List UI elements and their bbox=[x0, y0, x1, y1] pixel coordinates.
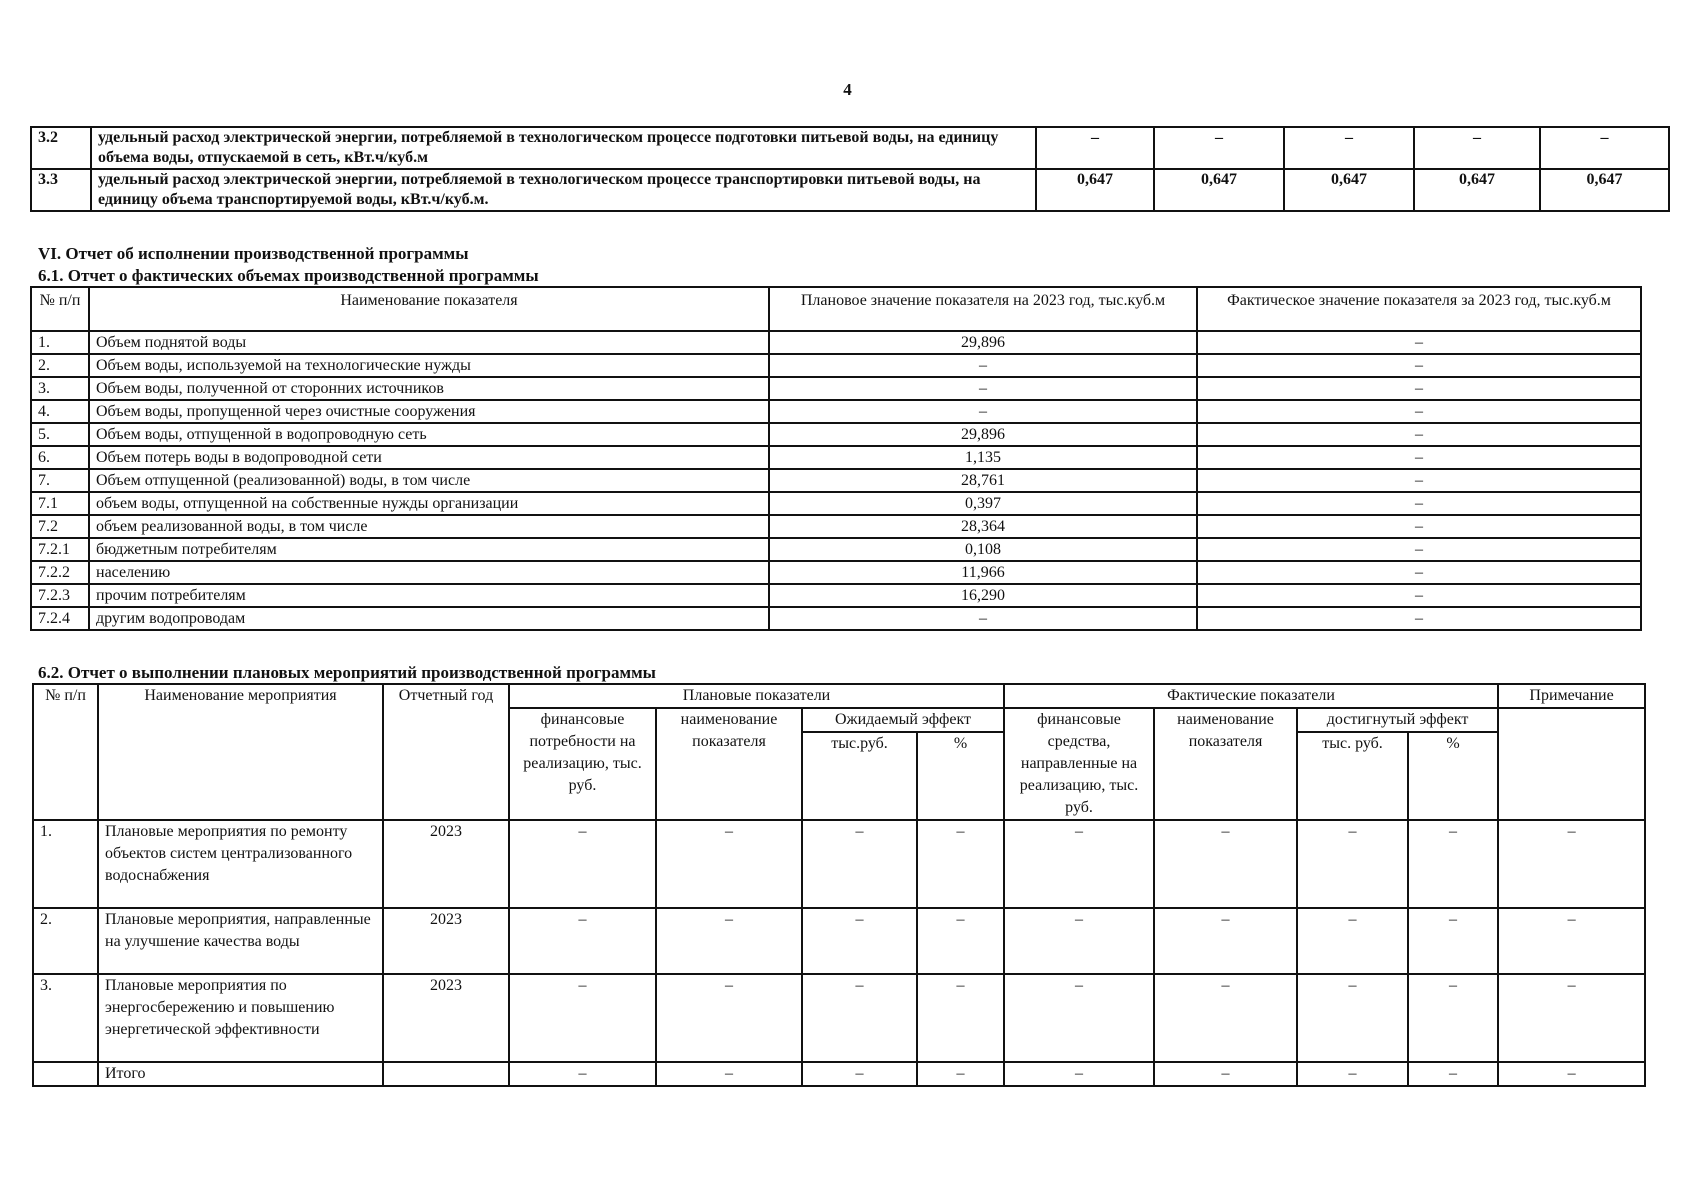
row-fact: – bbox=[1197, 446, 1641, 469]
row-name: Объем воды, полученной от сторонних источников bbox=[89, 377, 769, 400]
row-plan: 1,135 bbox=[769, 446, 1197, 469]
row-fact: – bbox=[1197, 469, 1641, 492]
table-row bbox=[31, 515, 1641, 538]
row-value: – bbox=[917, 908, 1004, 974]
row-value: 0,647 bbox=[1414, 169, 1540, 211]
row-plan: – bbox=[769, 377, 1197, 400]
page-number: 4 bbox=[843, 80, 852, 99]
row-value: – bbox=[1004, 974, 1154, 1062]
row-plan: 28,364 bbox=[769, 515, 1197, 538]
total-value: – bbox=[1154, 1062, 1297, 1086]
row-value: – bbox=[1297, 908, 1408, 974]
row-value: – bbox=[656, 908, 802, 974]
planned-measures-table bbox=[32, 683, 1646, 1087]
table-row bbox=[31, 377, 1641, 400]
row-name: прочим потребителям bbox=[89, 584, 769, 607]
row-value: – bbox=[1498, 908, 1645, 974]
row-num: 3. bbox=[31, 377, 89, 400]
row-name: Объем отпущенной (реализованной) воды, в том числе bbox=[89, 469, 769, 492]
section-6-2-title: 6.2. Отчет о выполнении плановых мероприятий производственной программы bbox=[38, 663, 656, 682]
total-value: – bbox=[656, 1062, 802, 1086]
row-fact: – bbox=[1197, 492, 1641, 515]
row-value: – bbox=[1408, 908, 1498, 974]
table-row bbox=[31, 127, 1669, 169]
total-row bbox=[33, 1062, 1645, 1086]
energy-consumption-table bbox=[30, 126, 1670, 212]
row-name: Объем поднятой воды bbox=[89, 331, 769, 354]
row-plan: 29,896 bbox=[769, 331, 1197, 354]
row-fact: – bbox=[1197, 515, 1641, 538]
total-value: – bbox=[1004, 1062, 1154, 1086]
row-name: населению bbox=[89, 561, 769, 584]
table-row bbox=[31, 469, 1641, 492]
header-fact-effect: достигнутый эффект bbox=[1297, 708, 1498, 732]
header-num: № п/п bbox=[33, 684, 98, 820]
row-num: 1. bbox=[33, 820, 98, 908]
total-year bbox=[383, 1062, 509, 1086]
row-value: – bbox=[1408, 820, 1498, 908]
row-value: – bbox=[1297, 974, 1408, 1062]
header-plan-effect-rub: тыс.руб. bbox=[802, 732, 917, 820]
row-num: 7.2.1 bbox=[31, 538, 89, 561]
total-value: – bbox=[802, 1062, 917, 1086]
row-value: – bbox=[1004, 820, 1154, 908]
row-plan: – bbox=[769, 354, 1197, 377]
table-row bbox=[31, 492, 1641, 515]
header-num: № п/п bbox=[31, 287, 89, 331]
row-num: 7.2.3 bbox=[31, 584, 89, 607]
table-row bbox=[31, 169, 1669, 211]
row-name: бюджетным потребителям bbox=[89, 538, 769, 561]
row-name: Объем воды, используемой на технологические нужды bbox=[89, 354, 769, 377]
row-name: Объем воды, отпущенной в водопроводную сеть bbox=[89, 423, 769, 446]
row-fact: – bbox=[1197, 584, 1641, 607]
header-plan-effect: Ожидаемый эффект bbox=[802, 708, 1004, 732]
table-row bbox=[31, 423, 1641, 446]
row-value: – bbox=[1540, 127, 1669, 169]
table-row bbox=[31, 331, 1641, 354]
row-num: 5. bbox=[31, 423, 89, 446]
row-num: 2. bbox=[31, 354, 89, 377]
header-fact: Фактическое значение показателя за 2023 год, тыс.куб.м bbox=[1197, 287, 1641, 331]
row-plan: – bbox=[769, 607, 1197, 630]
header-plan: Плановое значение показателя на 2023 год, тыс.куб.м bbox=[769, 287, 1197, 331]
row-year: 2023 bbox=[383, 908, 509, 974]
table-row bbox=[31, 446, 1641, 469]
row-value: 0,647 bbox=[1036, 169, 1154, 211]
row-value: – bbox=[656, 974, 802, 1062]
row-value: – bbox=[1154, 820, 1297, 908]
header-fact-effect-pct: % bbox=[1408, 732, 1498, 820]
header-plan-group: Плановые показатели bbox=[509, 684, 1004, 708]
row-name: Плановые мероприятия, направленные на улучшение качества воды bbox=[98, 908, 383, 974]
row-value: – bbox=[656, 820, 802, 908]
row-value: – bbox=[1036, 127, 1154, 169]
row-num: 1. bbox=[31, 331, 89, 354]
row-value: – bbox=[802, 820, 917, 908]
header-note-empty bbox=[1498, 708, 1645, 820]
row-num: 3. bbox=[33, 974, 98, 1062]
row-fact: – bbox=[1197, 377, 1641, 400]
row-fact: – bbox=[1197, 331, 1641, 354]
row-plan: – bbox=[769, 400, 1197, 423]
row-plan: 11,966 bbox=[769, 561, 1197, 584]
total-value: – bbox=[1498, 1062, 1645, 1086]
row-fact: – bbox=[1197, 354, 1641, 377]
row-fact: – bbox=[1197, 423, 1641, 446]
row-value: – bbox=[802, 974, 917, 1062]
total-value: – bbox=[1297, 1062, 1408, 1086]
row-fact: – bbox=[1197, 607, 1641, 630]
row-name: Объем воды, пропущенной через очистные сооружения bbox=[89, 400, 769, 423]
row-value: – bbox=[917, 974, 1004, 1062]
header-name: Наименование показателя bbox=[89, 287, 769, 331]
total-value: – bbox=[917, 1062, 1004, 1086]
row-value: – bbox=[1414, 127, 1540, 169]
row-value: – bbox=[1154, 908, 1297, 974]
row-num: 3.2 bbox=[31, 127, 91, 169]
table-row bbox=[31, 354, 1641, 377]
row-num: 7. bbox=[31, 469, 89, 492]
table-row bbox=[33, 908, 1645, 974]
row-num: 7.2.4 bbox=[31, 607, 89, 630]
row-num: 3.3 bbox=[31, 169, 91, 211]
row-num: 6. bbox=[31, 446, 89, 469]
table-row bbox=[33, 974, 1645, 1062]
row-name: объем воды, отпущенной на собственные нужды организации bbox=[89, 492, 769, 515]
row-num: 7.2 bbox=[31, 515, 89, 538]
row-value: 0,647 bbox=[1540, 169, 1669, 211]
row-name: объем реализованной воды, в том числе bbox=[89, 515, 769, 538]
row-plan: 0,397 bbox=[769, 492, 1197, 515]
row-num: 7.2.2 bbox=[31, 561, 89, 584]
row-name: Плановые мероприятия по энергосбережению и повышению энергетической эффективности bbox=[98, 974, 383, 1062]
total-label: Итого bbox=[98, 1062, 383, 1086]
row-value: – bbox=[509, 820, 656, 908]
row-fact: – bbox=[1197, 400, 1641, 423]
row-value: – bbox=[1284, 127, 1414, 169]
row-year: 2023 bbox=[383, 974, 509, 1062]
row-name: другим водопроводам bbox=[89, 607, 769, 630]
header-name: Наименование мероприятия bbox=[98, 684, 383, 820]
row-value: – bbox=[917, 820, 1004, 908]
row-value: 0,647 bbox=[1284, 169, 1414, 211]
section-6-1-title: 6.1. Отчет о фактических объемах производственной программы bbox=[38, 266, 539, 285]
total-num bbox=[33, 1062, 98, 1086]
header-fact-effect-rub: тыс. руб. bbox=[1297, 732, 1408, 820]
table-row bbox=[31, 400, 1641, 423]
total-value: – bbox=[1408, 1062, 1498, 1086]
table-row bbox=[33, 820, 1645, 908]
header-plan-indicator: наименование показателя bbox=[656, 708, 802, 820]
header-note: Примечание bbox=[1498, 684, 1645, 708]
row-value: – bbox=[1154, 974, 1297, 1062]
header-plan-fin: финансовые потребности на реализацию, тыс. руб. bbox=[509, 708, 656, 820]
row-name: удельный расход электрической энергии, потребляемой в технологическом процессе подготовки питьевой воды, на единицу объема воды, отпускаемой в сеть, кВт.ч/куб.м bbox=[91, 127, 1036, 169]
row-value: – bbox=[1154, 127, 1284, 169]
row-year: 2023 bbox=[383, 820, 509, 908]
row-num: 2. bbox=[33, 908, 98, 974]
row-value: – bbox=[802, 908, 917, 974]
section-6-title: VI. Отчет об исполнении производственной программы bbox=[38, 244, 469, 263]
row-plan: 29,896 bbox=[769, 423, 1197, 446]
row-name: Плановые мероприятия по ремонту объектов систем централизованного водоснабжения bbox=[98, 820, 383, 908]
header-year: Отчетный год bbox=[383, 684, 509, 820]
row-fact: – bbox=[1197, 561, 1641, 584]
row-name: удельный расход электрической энергии, потребляемой в технологическом процессе транспортировки питьевой воды, на единицу объема транспортируемой воды, кВт.ч/куб.м. bbox=[91, 169, 1036, 211]
row-value: – bbox=[1297, 820, 1408, 908]
header-plan-effect-pct: % bbox=[917, 732, 1004, 820]
production-volumes-table bbox=[30, 286, 1642, 631]
row-value: 0,647 bbox=[1154, 169, 1284, 211]
header-fact-group: Фактические показатели bbox=[1004, 684, 1498, 708]
row-name: Объем потерь воды в водопроводной сети bbox=[89, 446, 769, 469]
row-value: – bbox=[1408, 974, 1498, 1062]
header-fact-fin: финансовые средства, направленные на реализацию, тыс. руб. bbox=[1004, 708, 1154, 820]
row-value: – bbox=[509, 974, 656, 1062]
table-row bbox=[31, 561, 1641, 584]
row-value: – bbox=[509, 908, 656, 974]
total-value: – bbox=[509, 1062, 656, 1086]
row-value: – bbox=[1004, 908, 1154, 974]
row-value: – bbox=[1498, 820, 1645, 908]
row-plan: 0,108 bbox=[769, 538, 1197, 561]
row-plan: 28,761 bbox=[769, 469, 1197, 492]
row-plan: 16,290 bbox=[769, 584, 1197, 607]
row-value: – bbox=[1498, 974, 1645, 1062]
table-row bbox=[31, 538, 1641, 561]
row-num: 4. bbox=[31, 400, 89, 423]
row-fact: – bbox=[1197, 538, 1641, 561]
table-row bbox=[31, 584, 1641, 607]
table-row bbox=[31, 607, 1641, 630]
header-fact-indicator: наименование показателя bbox=[1154, 708, 1297, 820]
row-num: 7.1 bbox=[31, 492, 89, 515]
